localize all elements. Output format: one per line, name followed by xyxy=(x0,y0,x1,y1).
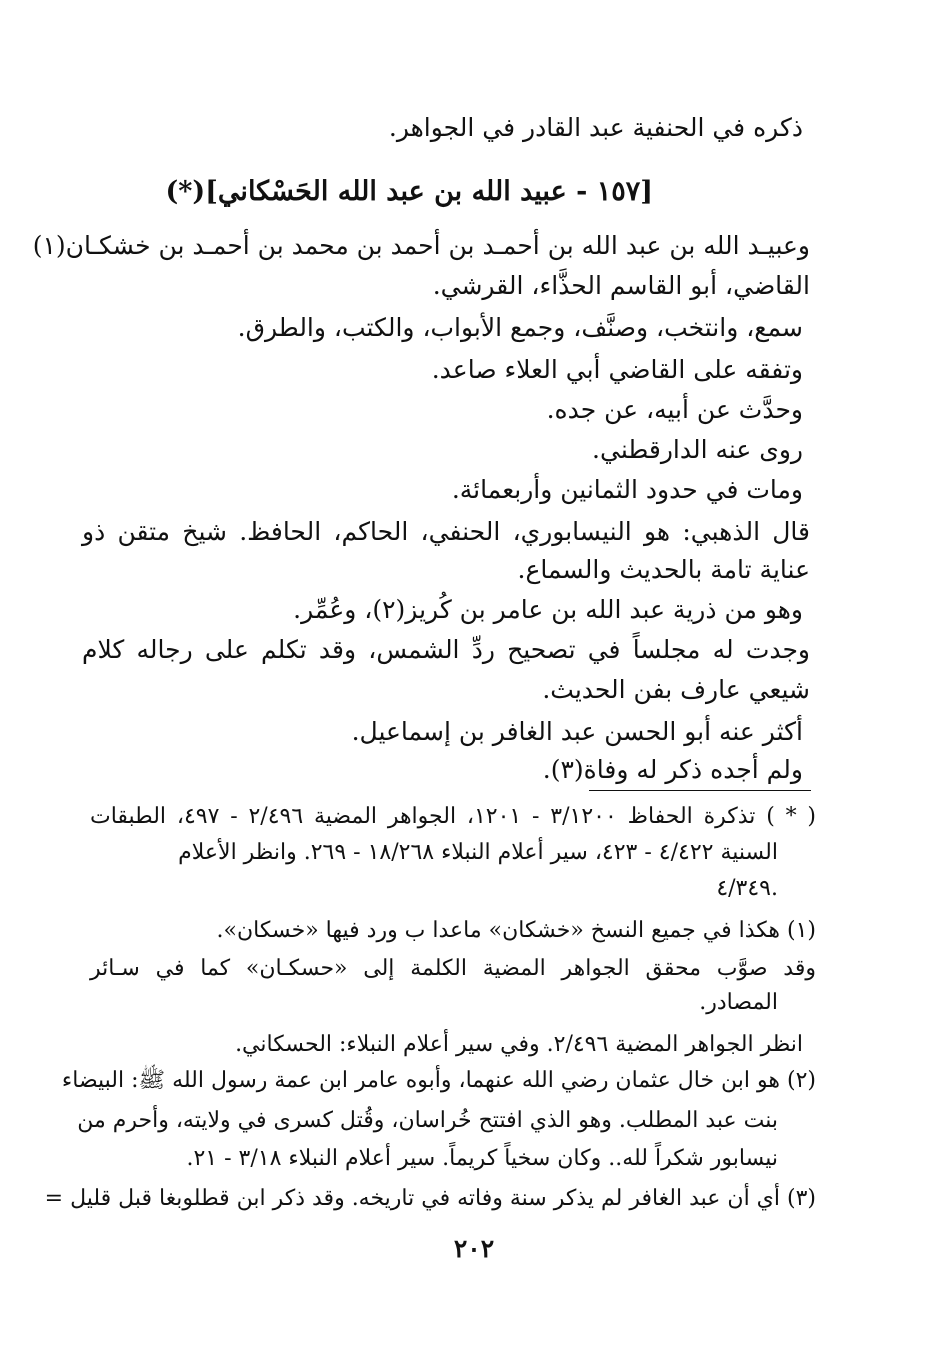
footnote-line: السنية ٤/٤٢٢ - ٤٢٣، سير أعلام النبلاء ١٨/٢٦٨ - ٢٦٩. وانظر الأعلام xyxy=(178,840,778,865)
body-line: عناية تامة بالحديث والسماع. xyxy=(517,555,810,584)
body-line: وحدَّث عن أبيه، عن جده. xyxy=(546,395,803,424)
footnote-line: المصادر. xyxy=(699,990,778,1015)
footnote-line: نيسابور شكراً لله.. وكان سخياً كريماً. سير أعلام النبلاء ٣/١٨ - ٢١. xyxy=(186,1146,778,1171)
body-line: قال الذهبي: هو النيسابوري، الحنفي، الحاكم، الحافظ. شيخ متقن ذو xyxy=(82,517,810,546)
footnote-line: ٤/٣٤٩. xyxy=(716,876,778,901)
body-line: وجدت له مجلساً في تصحيح ردِّ الشمس، وقد تكلم على رجاله كلام xyxy=(82,635,810,664)
body-line: القاضي، أبو القاسم الحذَّاء، القرشي. xyxy=(432,271,810,300)
footnote-separator xyxy=(589,790,811,791)
body-line: وتفقه على القاضي أبي العلاء صاعد. xyxy=(431,355,803,384)
entry-heading: [١٥٧ - عبيد الله بن عبد الله الحَسْكاني](*) xyxy=(165,176,653,207)
footnote-line: (٢) هو ابن خال عثمان رضي الله عنهما، وأبوه عامر ابن عمة رسول الله ﷺ: البيضاء xyxy=(61,1068,816,1093)
page-number: ٢٠٢ xyxy=(453,1234,495,1263)
body-line: أكثر عنه أبو الحسن عبد الغافر بن إسماعيل. xyxy=(351,717,803,746)
body-line: سمع، وانتخب، وصنَّف، وجمع الأبواب، والكتب، والطرق. xyxy=(237,313,803,342)
footnote-line: وقد صوَّب محقق الجواهر المضية الكلمة إلى «حسكـان» كما في سـائر xyxy=(90,956,816,981)
footnote-line: بنت عبد المطلب. وهو الذي افتتح خُراسان، وقُتل كسرى في ولايته، وأحرم من xyxy=(77,1108,778,1133)
body-line: وهو من ذرية عبد الله بن عامر بن كُريز(٢)، وعُمِّر. xyxy=(293,595,803,624)
body-line: شيعي عارف بفن الحديث. xyxy=(542,675,810,704)
footnote-line: ( * ) تذكرة الحفاظ ٣/١٢٠٠ - ١٢٠١، الجواهر المضية ٢/٤٩٦ - ٤٩٧، الطبقات xyxy=(90,804,817,829)
footnote-line: (٣) أي أن عبد الغافر لم يذكر سنة وفاته في تاريخه. وقد ذكر ابن قطلوبغا قبل قليل = xyxy=(44,1186,816,1211)
body-line: روى عنه الدارقطني. xyxy=(592,435,803,464)
body-line: ولم أجده ذكر له وفاة(٣). xyxy=(542,755,803,784)
footnote-line: انظر الجواهر المضية ٢/٤٩٦. وفي سير أعلام النبلاء: الحسكاني. xyxy=(235,1032,803,1057)
intro-line: ذكره في الحنفية عبد القادر في الجواهر. xyxy=(388,113,803,142)
footnote-line: (١) هكذا في جميع النسخ «خشكان» ماعدا ب ورد فيها «خسكان». xyxy=(216,918,816,943)
body-line: ومات في حدود الثمانين وأربعمائة. xyxy=(451,475,803,504)
body-line: وعبيـد الله بن عبد الله بن أحمـد بن أحمد بن محمد بن أحمـد بن خشكـان(١) xyxy=(32,231,810,260)
